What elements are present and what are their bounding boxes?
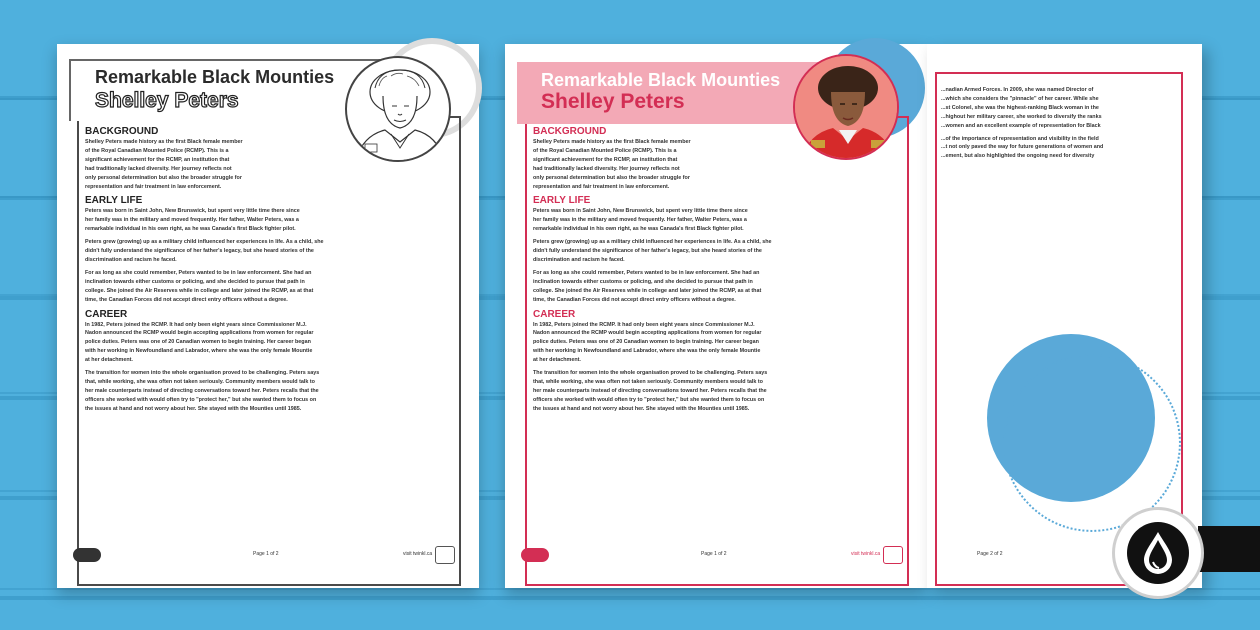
banner-title: Remarkable Black Mounties [95,67,335,87]
page-footer [73,548,463,568]
banner-name: Shelley Peters [541,90,685,113]
paragraph: In 1982, Peters joined the RCMP. It had only been eight years since Commissioner M.J. Nadon announced the RCMP would begin accepting applications from women for regular police duties. Peters was one of 20 Canadian women to begin training. Her career began with her working in Newfoundland and Labrador, where she was the only female Mountie at her detachment. [85,321,314,364]
section-heading-career: CAREER [85,308,128,320]
paragraph: ...of the importance of representation and visibility in the field ...t not only paved the way for future generations of women and ...ement, but also highlighted the ongoing need for diversity [941,135,1104,160]
page-number: Page 2 of 2 [977,551,1003,557]
section-heading-early-life: EARLY LIFE [533,195,591,207]
ink-saver-badge[interactable] [1112,507,1204,599]
paragraph: In 1982, Peters joined the RCMP. It had only been eight years since Commissioner M.J. Nadon announced the RCMP would begin accepting applications from women for regular police duties. Peters was one of 20 Canadian women to begin training. Her career began with her working in Newfoundland and Labrador, where she was the only female Mountie at her detachment. [533,321,762,364]
paragraph: For as long as she could remember, Peters wanted to be in law enforcement. She had an inclination towards either customs or policing, and she decided to pursue that path in college. She joined the Air Reserves while in college and later joined the RCMP, as at that time, the Canadian Forces did not accept direct entry officers without a degree. [85,269,314,303]
section-heading-background: BACKGROUND [533,126,607,137]
twinkl-logo-icon [521,548,549,562]
page-footer [521,548,911,568]
page-content [85,122,455,418]
ink-saver-bar [1198,526,1260,572]
badge-icon [883,546,903,564]
worksheet-page-colour [505,44,927,588]
paragraph: For as long as she could remember, Peters wanted to be in law enforcement. She had an inclination towards either customs or policing, and she decided to pursue that path in college. She joined the Air Reserves while in college and later joined the RCMP, as at that time, the Canadian Forces did not accept direct entry officers without a degree. [533,269,762,303]
ink-drop-icon [1127,522,1189,584]
paragraph: The transition for women into the whole organisation proved to be challenging. Peters says that, while working, she was often not taken seriously. Community members would talk to her male counterparts instead of directing conversations toward her. Peters recalls that the officers she worked with would often try to "protect her," but she wanted them to focus on the issues at hand and not worry about her. She stayed with the Mounties until 1985. [533,370,768,412]
paragraph: ...nadian Armed Forces. In 2009, she was named Director of ...which she considers the "pinnacle" of her career. While she ...st Colonel, she was the highest-ranking Black woman in the ...highout her military career, she worked to diversify the ranks ...women and an excellent example of representation for Black [941,87,1102,129]
worksheet-page-bw [57,44,479,588]
page-number: Page 1 of 2 [701,551,727,557]
section-heading-background: BACKGROUND [85,126,159,137]
paragraph: Shelley Peters made history as the first Black female member of the Royal Canadian Mounted Police (RCMP). This is a significant achievement for the RCMP, an institution that had traditionally lacked diversity. Her journey reflects not only personal determination but also the broader struggle for representation and fair treatment in law enforcement. [533,139,691,190]
section-heading-early-life: EARLY LIFE [85,195,143,207]
paragraph: Peters was born in Saint John, New Brunswick, but spent very little time there since her family was in the military and moved frequently. Her father, Walter Peters, was a remarkable individual in his own right, as he was Canada's first Black fighter pilot. [533,208,748,233]
banner-title: Remarkable Black Mounties [541,70,781,90]
decor-dotted-circle [1003,354,1181,532]
paragraph: Peters was born in Saint John, New Brunswick, but spent very little time there since her family was in the military and moved frequently. Her father, Walter Peters, was a remarkable individual in his own right, as he was Canada's first Black fighter pilot. [85,208,300,233]
footer-link[interactable]: visit twinkl.ca [403,551,433,557]
page-content [533,122,903,418]
page-number: Page 1 of 2 [253,551,279,557]
section-heading-career: CAREER [533,308,576,320]
page-content [941,86,1177,165]
paragraph: Peters grew (growing) up as a military child influenced her experiences in life. As a child, she didn't fully understand the significance of her father's legacy, but she heard stories of the discrimination and racism he faced. [533,239,772,263]
paragraph: Peters grew (growing) up as a military child influenced her experiences in life. As a child, she didn't fully understand the significance of her father's legacy, but she heard stories of the discrimination and racism he faced. [85,239,324,263]
footer-link[interactable]: visit twinkl.ca [851,551,881,557]
banner-name: Shelley Peters [95,89,239,112]
paragraph: Shelley Peters made history as the first Black female member of the Royal Canadian Mounted Police (RCMP). This is a significant achievement for the RCMP, an institution that had traditionally lacked diversity. Her journey reflects not only personal determination but also the broader struggle for representation and fair treatment in law enforcement. [85,139,243,190]
badge-icon [435,546,455,564]
twinkl-logo-icon [73,548,101,562]
paragraph: The transition for women into the whole organisation proved to be challenging. Peters says that, while working, she was often not taken seriously. Community members would talk to her male counterparts instead of directing conversations toward her. Peters recalls that the officers she worked with would often try to "protect her," but she wanted them to focus on the issues at hand and not worry about her. She stayed with the Mounties until 1985. [85,370,320,412]
